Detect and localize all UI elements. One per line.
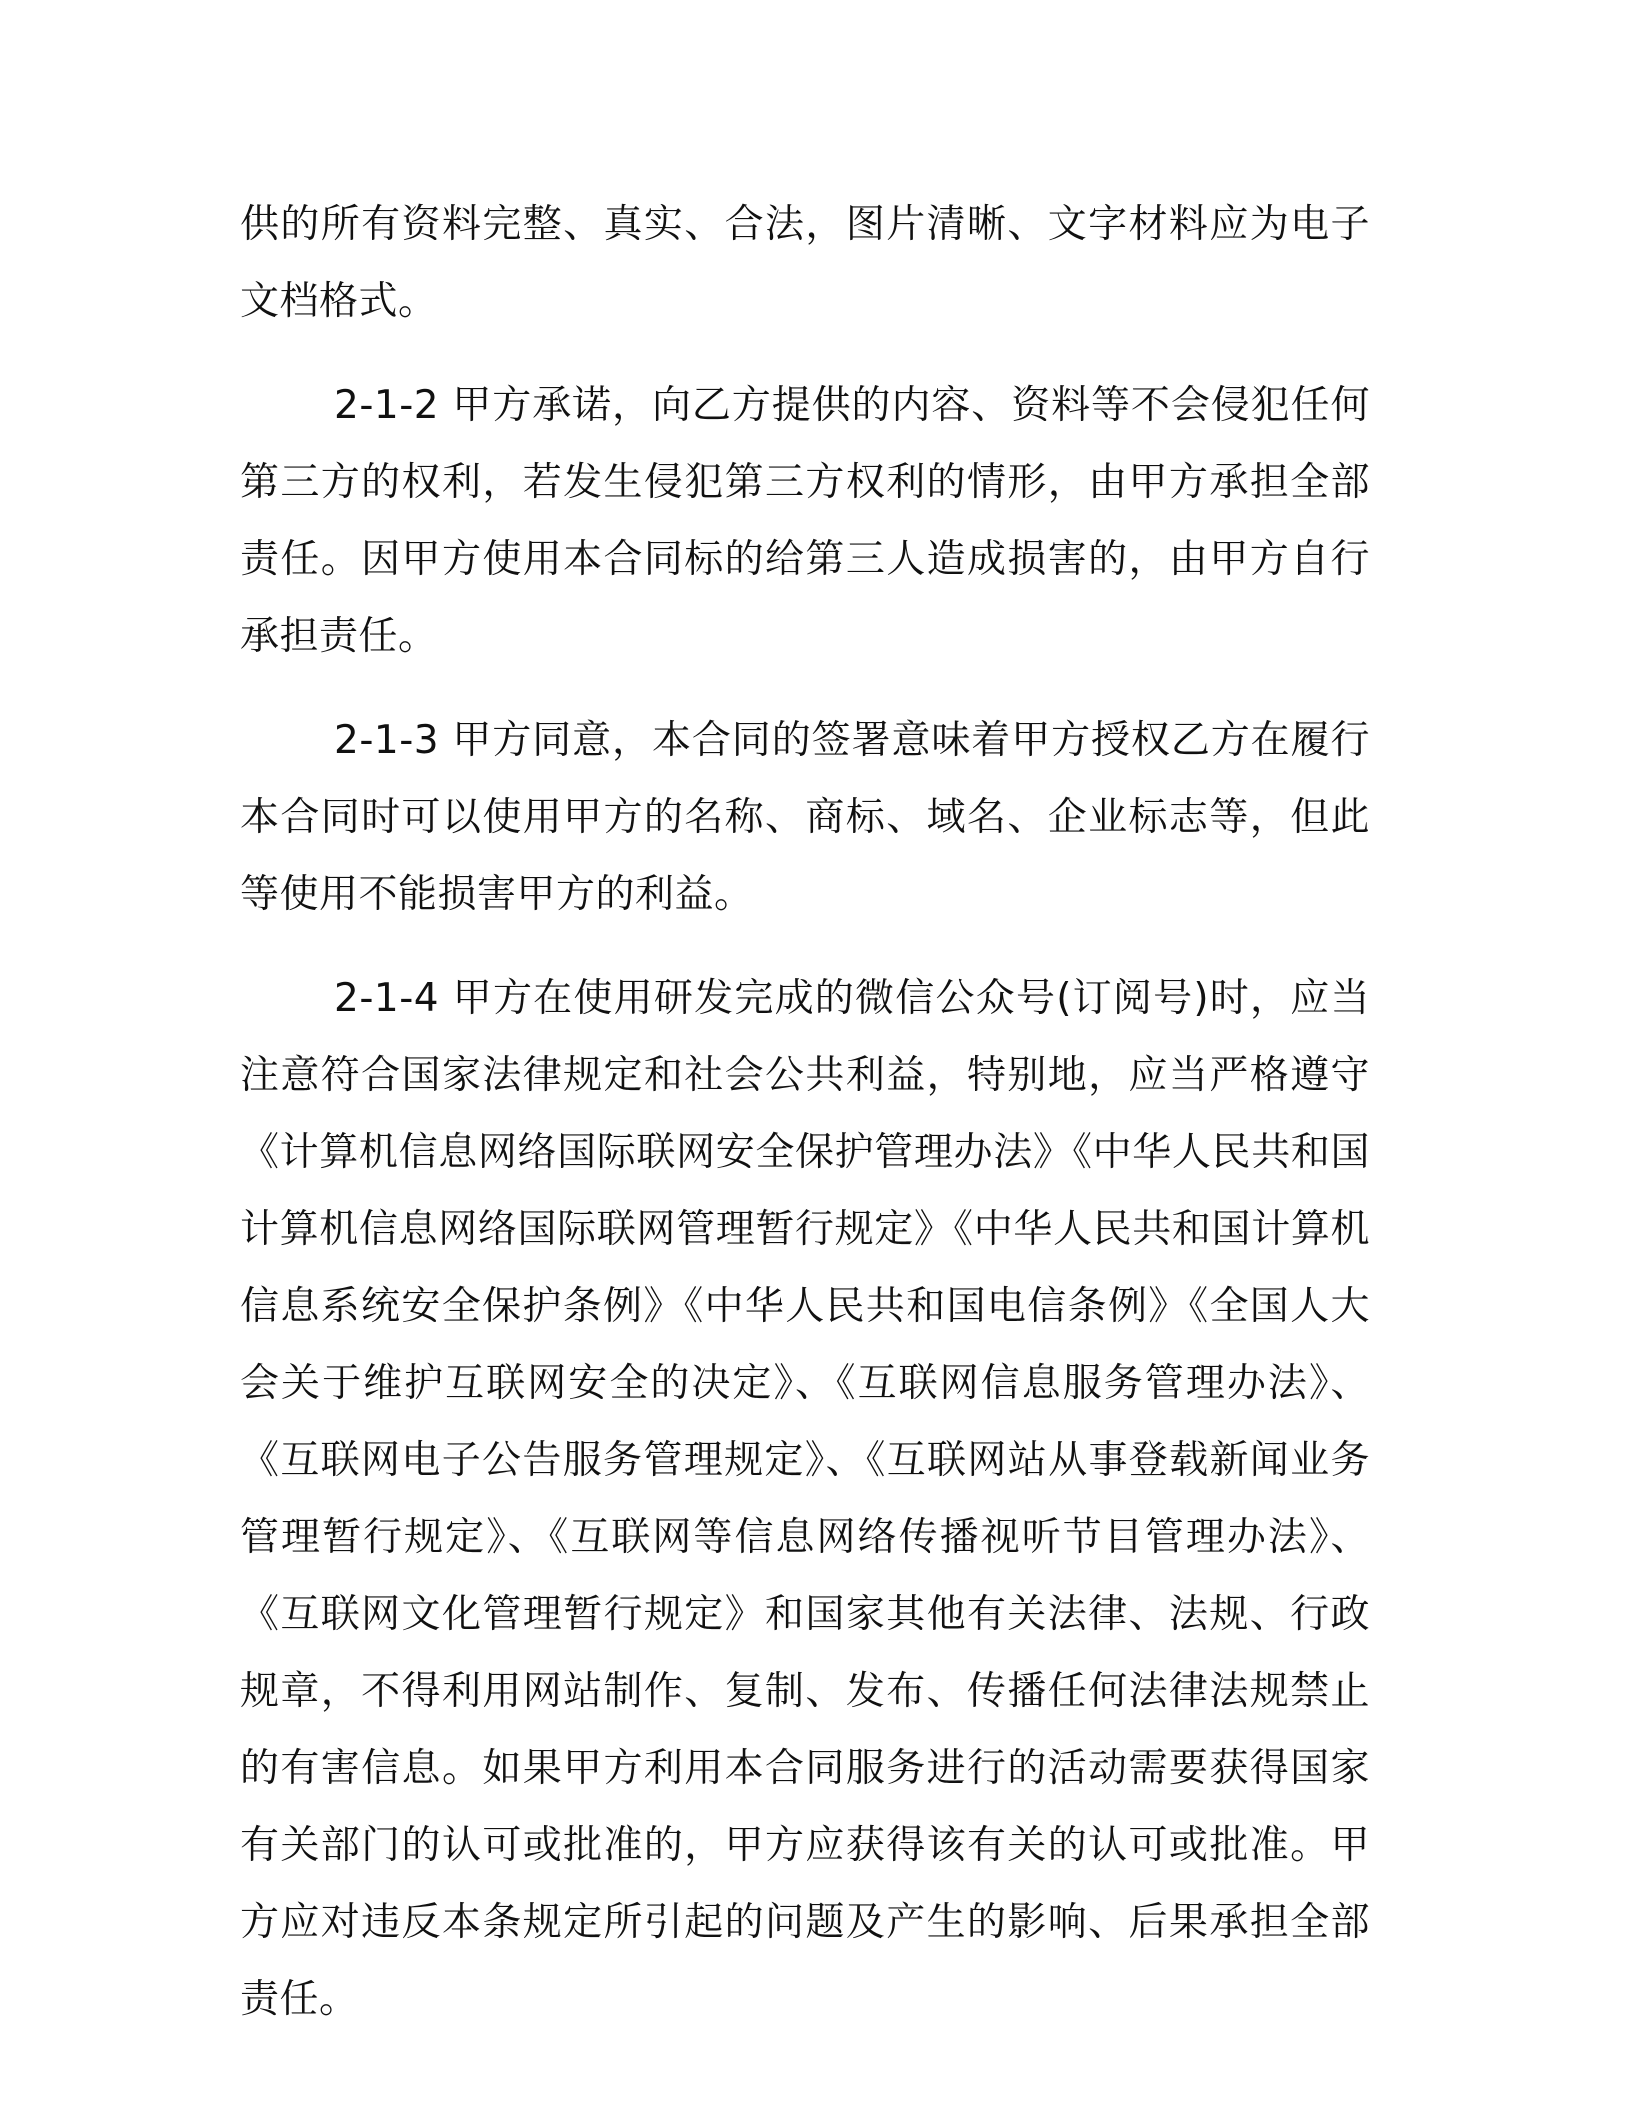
paragraph-clause-2-1-4: 2-1-4 甲方在使用研发完成的微信公众号(订阅号)时，应当注意符合国家法律规定和社会公共利益，特别地，应当严格遵守《计算机信息网络国际联网安全保护管理办法》《中华人民共和国计算机信息网络国际联网管理暂行规定》《中华人民共和国计算机信息系统安全保护条例》《中华人民共和国电信条例》《全国人大会关于维护互联网安全的决定》、《互联网信息服务管理办法》、《互联网电子公告服务管理规定》、《互联网站从事登载新闻业务管理暂行规定》、《互联网等信息网络传播视听节目管理办法》、《互联网文化管理暂行规定》和国家其他有关法律、法规、行政规章，不得利用网站制作、复制、发布、传播任何法律法规禁止的有害信息。如果甲方利用本合同服务进行的活动需要获得国家有关部门的认可或批准的，甲方应获得该有关的认可或批准。甲方应对违反本条规定所引起的问题及产生的影响、后果承担全部责任。 (240, 976, 1370, 2022)
document-page (240, 186, 1370, 2038)
paragraph-clause-2-1-3: 2-1-3 甲方同意，本合同的签署意味着甲方授权乙方在履行本合同时可以使用甲方的名称、商标、域名、企业标志等，但此等使用不能损害甲方的利益。 (240, 718, 1370, 917)
paragraph-clause-2-1-2: 2-1-2 甲方承诺，向乙方提供的内容、资料等不会侵犯任何第三方的权利，若发生侵犯第三方权利的情形，由甲方承担全部责任。因甲方使用本合同标的给第三人造成损害的，由甲方自行承担责任。 (240, 383, 1370, 659)
paragraph-continuation: 供的所有资料完整、真实、合法，图片清晰、文字材料应为电子文档格式。 (240, 202, 1370, 324)
